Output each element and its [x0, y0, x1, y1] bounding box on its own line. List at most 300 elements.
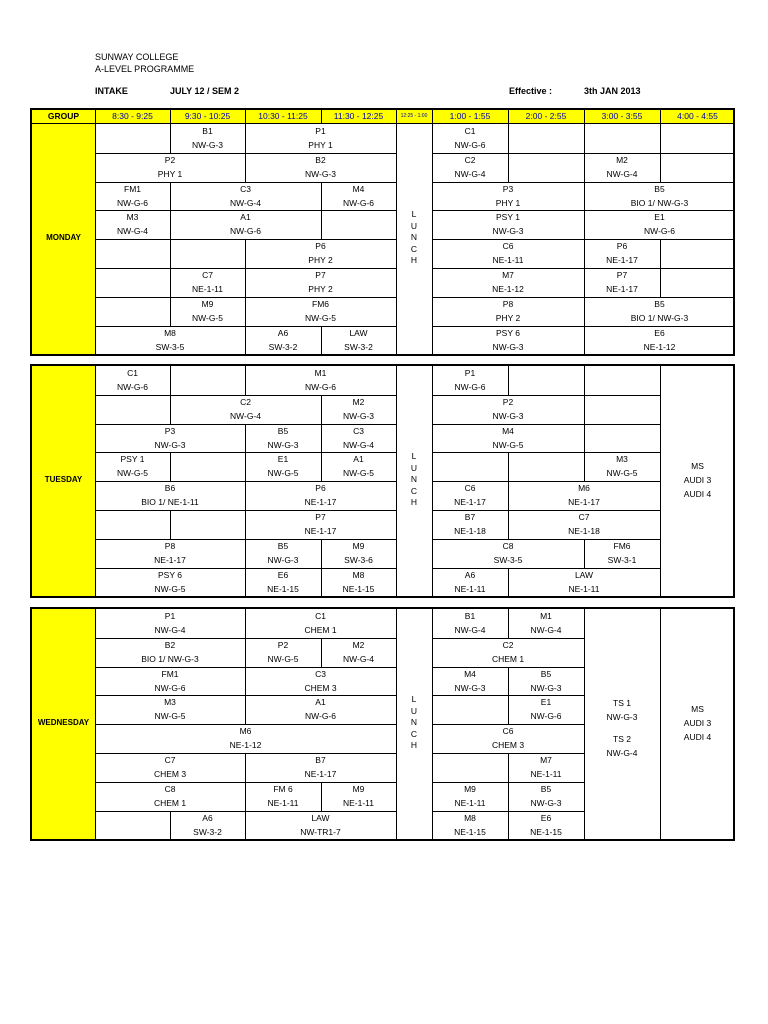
class-code: C3	[315, 668, 326, 679]
class-room: NW-G-4	[454, 168, 486, 179]
class-cell	[508, 811, 584, 840]
class-cell	[321, 326, 396, 355]
programme-name: A-LEVEL PROGRAMME	[95, 64, 195, 74]
class-code: A6	[202, 812, 213, 823]
class-code: C1	[315, 611, 326, 621]
class-code: M3	[126, 212, 139, 223]
class-room: SW-3-1	[607, 554, 637, 565]
class-cell	[95, 153, 245, 182]
class-room: NW-G-6	[304, 711, 336, 722]
class-code: C1	[464, 126, 476, 136]
grid-line	[95, 110, 96, 123]
class-code: B2	[315, 154, 326, 165]
class-room: NW-G-3	[267, 554, 299, 565]
grid-line	[170, 110, 171, 123]
class-code: B5	[277, 425, 289, 436]
class-code: M4	[352, 183, 365, 194]
class-code: B7	[315, 755, 326, 765]
class-code: P2	[277, 639, 289, 650]
class-cell	[95, 210, 170, 239]
class-room: NW-G-4	[342, 439, 374, 450]
class-code: M4	[464, 668, 476, 679]
class-code: B1	[202, 126, 213, 136]
class-room: NE-1-12	[492, 284, 524, 294]
class-code: P6	[616, 241, 628, 252]
class-room: CHEM 3	[491, 740, 525, 751]
class-room: NE-1-15	[342, 583, 375, 594]
class-cell	[95, 326, 245, 355]
class-code: P3	[164, 425, 176, 436]
class-cell	[508, 609, 584, 638]
grid-line	[584, 110, 585, 123]
class-code: P8	[502, 298, 514, 309]
class-code: FM1	[161, 668, 179, 679]
class-room: NW-G-6	[530, 711, 562, 722]
class-code: C7	[164, 755, 176, 765]
grid-line	[584, 366, 585, 395]
class-room: NW-G-6	[304, 382, 336, 392]
class-room: NW-G-5	[606, 468, 638, 479]
class-cell	[321, 424, 396, 453]
class-code: B5	[277, 540, 289, 551]
class-room: NW-G-3	[342, 410, 374, 421]
class-room: NW-G-3	[492, 226, 524, 237]
class-code: M6	[578, 483, 590, 494]
class-code: C3	[240, 183, 251, 194]
class-code: M9	[352, 783, 365, 794]
class-cell	[432, 510, 508, 539]
class-cell	[245, 539, 321, 568]
lunch-letter: H	[410, 497, 418, 508]
ms-line: AUDI 4	[683, 732, 712, 743]
day-label: MONDAY	[46, 233, 81, 243]
class-room: NW-G-3	[492, 341, 524, 352]
class-room: NE-1-11	[568, 583, 600, 594]
class-code: PSY 6	[158, 569, 182, 580]
grid-line	[321, 110, 322, 123]
day-label: WEDNESDAY	[37, 718, 90, 728]
time-slot-header: 10:30 - 11:25	[258, 111, 308, 121]
class-room: NW-G-5	[304, 312, 336, 323]
class-code: E1	[277, 454, 289, 465]
class-room: SW-3-2	[268, 341, 298, 352]
time-slot-header: 2:00 - 2:55	[525, 111, 567, 121]
class-code: C6	[464, 483, 476, 494]
lunch-letter: C	[410, 728, 418, 739]
class-room: PHY 2	[308, 284, 333, 294]
class-room: NW-G-3	[304, 168, 336, 179]
class-code: P1	[464, 368, 476, 378]
class-code: C6	[502, 726, 514, 737]
class-cell	[432, 326, 584, 355]
class-cell	[584, 539, 660, 568]
class-cell	[245, 609, 396, 638]
class-code: FM1	[124, 183, 141, 194]
class-room: SW-3-6	[344, 554, 373, 565]
class-room: NE-1-15	[267, 583, 299, 594]
class-code: M7	[540, 755, 552, 765]
class-code: B2	[164, 639, 176, 650]
lunch-letter: N	[410, 232, 418, 243]
class-room: NW-G-3	[530, 797, 562, 808]
class-cell	[170, 268, 245, 297]
class-room: NE-1-18	[454, 526, 486, 536]
lunch-letter: U	[410, 220, 418, 231]
class-room: NW-G-5	[191, 312, 223, 323]
grid-line	[321, 210, 322, 239]
class-room: NW-G-4	[606, 168, 638, 179]
class-code: B5	[540, 783, 552, 794]
class-room: NE-1-15	[530, 826, 562, 837]
class-cell	[432, 268, 584, 297]
class-code: A6	[277, 327, 289, 338]
class-code: B5	[654, 298, 665, 309]
class-cell	[432, 539, 584, 568]
effective-date: 3th JAN 2013	[584, 86, 641, 96]
class-room: PHY 2	[308, 255, 333, 266]
class-cell	[245, 667, 396, 696]
grid-line	[170, 239, 171, 268]
class-cell	[245, 452, 321, 481]
lunch-letter: L	[411, 451, 417, 462]
ts-line: TS 2	[613, 734, 631, 745]
class-room: NW-G-3	[267, 439, 299, 450]
class-room: CHEM 1	[491, 653, 525, 664]
time-slot-header: 12:25 - 1:00	[400, 113, 428, 119]
class-cell	[95, 638, 245, 667]
lunch-label	[408, 209, 420, 267]
day-table-wednesday	[30, 607, 735, 841]
class-room: NE-1-17	[304, 769, 337, 779]
class-code: M1	[314, 368, 327, 378]
class-cell	[245, 124, 396, 153]
class-cell	[432, 811, 508, 840]
grid-line	[660, 153, 661, 182]
class-cell	[432, 395, 584, 424]
class-room: SW-3-2	[344, 341, 373, 352]
class-code: C3	[353, 425, 364, 436]
grid-line	[660, 110, 661, 123]
class-room: NW-G-4	[229, 197, 261, 208]
class-code: PSY 6	[496, 327, 520, 338]
class-room: NW-G-6	[229, 226, 261, 237]
class-room: NW-G-3	[530, 682, 562, 693]
grid-line	[170, 366, 171, 395]
class-room: CHEM 1	[304, 625, 337, 635]
class-code: C1	[127, 368, 138, 378]
class-room: NW-G-6	[116, 197, 148, 208]
grid-line	[170, 510, 171, 539]
class-cell	[584, 452, 660, 481]
class-code: P8	[164, 540, 176, 551]
class-room: SW-3-2	[193, 826, 222, 837]
class-room: NE-1-12	[643, 341, 676, 352]
class-room: NE-1-17	[154, 554, 186, 565]
class-code: A1	[240, 212, 251, 223]
class-cell	[432, 481, 508, 510]
grid-line	[396, 124, 397, 354]
class-code: M2	[616, 154, 628, 165]
class-cell	[245, 424, 321, 453]
ms-line: AUDI 3	[683, 718, 712, 729]
class-code: C2	[240, 396, 251, 407]
class-cell	[95, 695, 245, 724]
class-cell	[508, 782, 584, 811]
class-cell	[508, 481, 660, 510]
class-code: E1	[540, 697, 552, 708]
ms-line: MS	[691, 461, 704, 472]
class-room: NW-G-5	[492, 439, 524, 450]
class-code: FM 6	[273, 783, 293, 794]
class-code: LAW	[349, 327, 368, 338]
class-room: CHEM 3	[153, 769, 187, 779]
class-code: M8	[464, 812, 476, 823]
class-room: NE-1-15	[454, 826, 486, 837]
class-code: C6	[502, 241, 514, 252]
class-code: C2	[464, 154, 476, 165]
class-cell	[432, 124, 508, 153]
ms-block	[660, 459, 735, 501]
time-header-row	[32, 110, 733, 124]
class-room: NW-G-4	[342, 653, 374, 664]
class-code: M4	[502, 425, 514, 436]
class-cell	[245, 366, 396, 395]
grid-line	[508, 153, 509, 182]
class-room: PHY 1	[495, 197, 521, 208]
grid-line	[584, 424, 585, 453]
ts-line: NW-G-4	[606, 748, 638, 759]
class-code: C8	[164, 783, 176, 794]
group-header: GROUP	[47, 111, 80, 121]
class-cell	[170, 124, 245, 153]
class-cell	[245, 695, 396, 724]
class-room: NW-G-5	[154, 583, 186, 594]
day-table-monday	[30, 108, 735, 356]
class-code: A1	[315, 697, 326, 708]
day-table-tuesday	[30, 364, 735, 598]
class-room: NW-G-6	[154, 682, 186, 693]
grid-line	[660, 124, 661, 153]
class-room: NE-1-18	[568, 526, 600, 536]
college-name: SUNWAY COLLEGE	[95, 52, 179, 62]
class-cell	[508, 667, 584, 696]
class-cell	[432, 667, 508, 696]
time-slot-header: 3:00 - 3:55	[601, 111, 643, 121]
grid-line	[584, 124, 585, 153]
lunch-letter: C	[410, 243, 418, 254]
grid-line	[660, 268, 661, 297]
class-room: NE-1-17	[606, 255, 638, 266]
class-code: M7	[502, 270, 514, 280]
class-code: M1	[540, 611, 552, 621]
class-cell	[432, 609, 508, 638]
intake-value: JULY 12 / SEM 2	[170, 86, 240, 96]
class-cell	[245, 510, 396, 539]
class-code: P1	[315, 126, 326, 136]
class-room: PHY 2	[495, 312, 521, 323]
lunch-label	[408, 694, 420, 752]
class-room: NE-1-17	[454, 497, 486, 508]
grid-line	[396, 609, 397, 839]
class-code: E6	[277, 569, 289, 580]
class-room: NW-G-6	[454, 382, 486, 392]
class-cell	[432, 638, 584, 667]
class-cell	[584, 297, 735, 326]
class-code: P2	[164, 154, 176, 165]
class-code: PSY 1	[496, 212, 520, 223]
class-cell	[95, 782, 245, 811]
class-code: C7	[202, 270, 213, 280]
class-code: P7	[315, 270, 326, 280]
grid-line	[245, 110, 246, 123]
class-cell	[95, 753, 245, 782]
class-cell	[95, 539, 245, 568]
class-code: M3	[616, 454, 628, 465]
class-room: NE-1-17	[304, 497, 337, 508]
class-cell	[321, 539, 396, 568]
class-room: NW-TR1-7	[300, 826, 341, 837]
class-cell	[245, 568, 321, 597]
class-cell	[508, 568, 660, 597]
class-room: BIO 1/ NW-G-3	[630, 312, 689, 323]
class-room: NE-1-17	[304, 526, 337, 536]
class-cell	[321, 182, 396, 211]
class-code: P7	[616, 270, 628, 280]
class-code: P2	[502, 396, 514, 407]
class-cell	[508, 695, 584, 724]
class-cell	[245, 753, 396, 782]
class-room: NE-1-11	[454, 583, 486, 594]
class-room: BIO 1/ NW-G-3	[630, 197, 689, 208]
grid-line	[396, 110, 397, 123]
class-room: NW-G-4	[116, 226, 148, 237]
grid-line	[170, 452, 171, 481]
grid-line	[508, 110, 509, 123]
class-cell	[432, 239, 584, 268]
lunch-letter: U	[410, 705, 418, 716]
class-room: NE-1-12	[229, 740, 262, 751]
class-room: NW-G-4	[229, 410, 261, 421]
class-room: NW-G-6	[643, 226, 675, 237]
class-cell	[321, 568, 396, 597]
class-room: NW-G-5	[154, 711, 186, 722]
class-room: NW-G-6	[116, 382, 148, 392]
class-room: NW-G-5	[342, 468, 374, 479]
class-code: P7	[315, 512, 326, 522]
class-cell	[95, 609, 245, 638]
class-code: M3	[164, 697, 176, 708]
class-room: NW-G-3	[492, 410, 524, 421]
lunch-letter: L	[411, 209, 417, 220]
class-room: NW-G-3	[454, 682, 486, 693]
class-code: B6	[164, 483, 176, 494]
class-cell	[508, 510, 660, 539]
class-room: SW-3-5	[155, 341, 185, 352]
class-code: M6	[239, 726, 252, 737]
class-code: M2	[352, 396, 365, 407]
class-code: C7	[578, 512, 590, 522]
time-slot-header: 8:30 - 9:25	[112, 111, 153, 121]
class-code: FM6	[613, 540, 631, 551]
class-cell	[508, 753, 584, 782]
class-cell	[321, 395, 396, 424]
class-cell	[95, 366, 170, 395]
class-cell	[95, 481, 245, 510]
class-cell	[245, 782, 321, 811]
class-room: NW-G-5	[267, 468, 299, 479]
class-room: NE-1-17	[606, 284, 638, 294]
class-code: PSY 1	[120, 454, 145, 465]
class-cell	[432, 210, 584, 239]
class-room: NW-G-3	[154, 439, 186, 450]
lunch-letter: N	[410, 474, 418, 485]
ms-line: MS	[691, 704, 704, 715]
class-cell	[245, 481, 396, 510]
class-cell	[321, 452, 396, 481]
class-room: NE-1-11	[267, 797, 299, 808]
class-code: C2	[502, 639, 514, 650]
class-cell	[95, 182, 170, 211]
class-cell	[584, 182, 735, 211]
time-slot-header: 9:30 - 10:25	[184, 111, 231, 121]
class-cell	[245, 811, 396, 840]
class-room: CHEM 3	[304, 682, 337, 693]
grid-line	[432, 110, 433, 123]
class-cell	[95, 568, 245, 597]
class-room: NE-1-11	[530, 769, 562, 779]
class-cell	[432, 782, 508, 811]
class-room: NW-G-4	[530, 625, 562, 635]
class-room: NW-G-3	[191, 140, 223, 150]
ms-line: AUDI 3	[683, 475, 712, 486]
class-code: M2	[352, 639, 365, 650]
class-code: P3	[502, 183, 514, 194]
class-cell	[584, 268, 660, 297]
class-cell	[95, 724, 396, 753]
class-code: E6	[540, 812, 552, 823]
class-cell	[432, 724, 584, 753]
ts-block	[584, 696, 660, 760]
lunch-letter: H	[410, 255, 418, 266]
grid-line	[396, 366, 397, 596]
class-code: P1	[164, 611, 176, 621]
class-room: NE-1-11	[492, 255, 524, 266]
class-cell	[245, 638, 321, 667]
class-cell	[170, 182, 321, 211]
class-cell	[95, 452, 170, 481]
class-cell	[95, 667, 245, 696]
class-room: PHY 1	[308, 140, 333, 150]
class-room: CHEM 1	[153, 797, 187, 808]
class-cell	[245, 239, 396, 268]
class-cell	[170, 297, 245, 326]
time-slot-header: 4:00 - 4:55	[677, 111, 718, 121]
class-code: M8	[164, 327, 176, 338]
class-cell	[584, 210, 735, 239]
time-slot-header: 11:30 - 12:25	[333, 111, 384, 121]
class-room: NW-G-5	[116, 468, 148, 479]
class-cell	[95, 424, 245, 453]
grid-line	[660, 239, 661, 268]
lunch-letter: N	[410, 717, 418, 728]
class-code: LAW	[311, 812, 330, 823]
class-room: NE-1-11	[454, 797, 486, 808]
ms-line: AUDI 4	[683, 489, 712, 500]
class-code: M9	[352, 540, 365, 551]
class-room: NW-G-5	[267, 653, 299, 664]
class-code: E6	[654, 327, 665, 338]
grid-line	[508, 124, 509, 153]
